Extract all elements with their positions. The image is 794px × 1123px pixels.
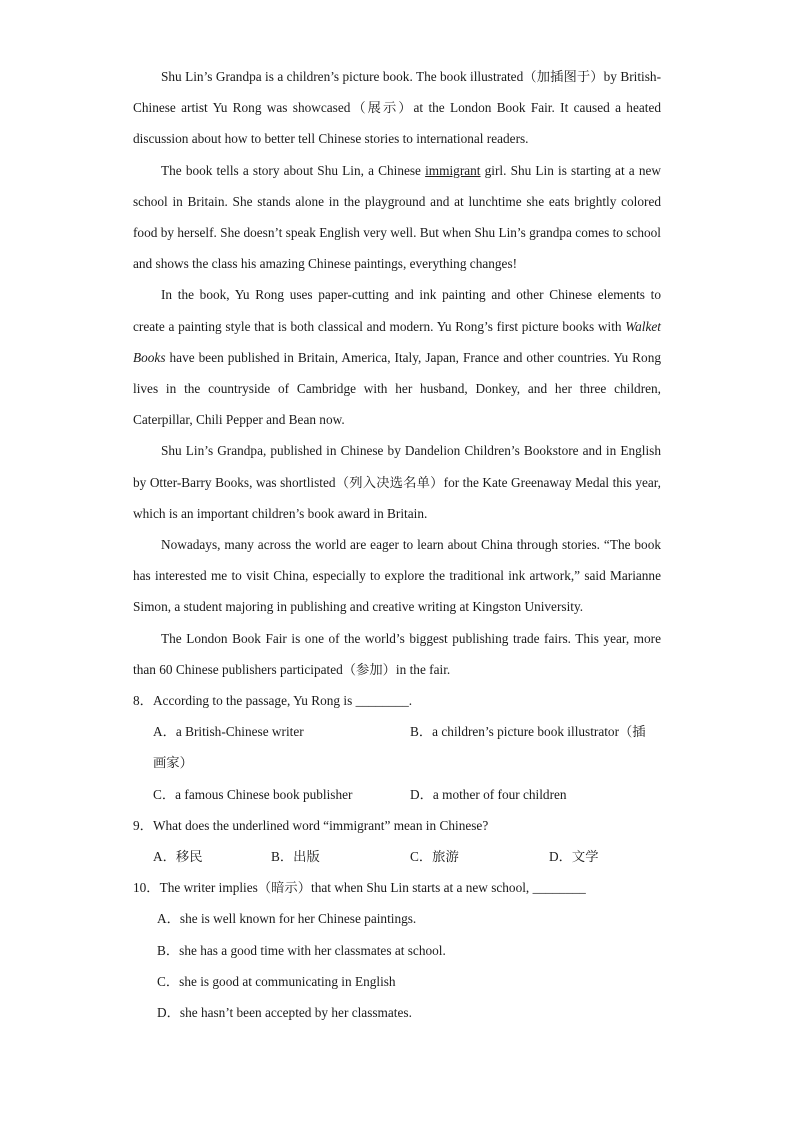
paragraph-text: The book tells a story about Shu Lin, a Chinese (161, 162, 426, 178)
option-c[interactable]: C．旅游 (410, 849, 459, 865)
underlined-word: immigrant (425, 162, 481, 178)
question-stem: 10．The writer implies（暗示）that when Shu Lin starts at a new school, ________ (133, 880, 586, 896)
italic-title: Walket Books (133, 318, 661, 365)
paragraph-text: In the book, Yu Rong uses paper-cutting and ink painting and other Chinese elements to create a painting style that is both classical and modern. Yu Rong’s first picture books with (133, 287, 661, 334)
passage-paragraph-1 (133, 61, 661, 155)
option-row (133, 841, 661, 872)
question-stem: 8．According to the passage, Yu Rong is ________. (133, 693, 413, 709)
option-a[interactable]: A．a British-Chinese writer (153, 724, 304, 740)
option-a[interactable]: A．移民 (153, 849, 203, 865)
option-d[interactable]: D．a mother of four children (410, 786, 567, 802)
option-b[interactable]: B．she has a good time with her classmates at school. (157, 942, 446, 958)
question-10 (133, 872, 661, 1028)
question-9 (133, 810, 661, 872)
option-b[interactable]: B．a children’s picture book illustrator（插 (410, 724, 646, 740)
option-row (133, 716, 661, 747)
passage-paragraph-4 (133, 435, 661, 529)
option-d[interactable]: D．she hasn’t been accepted by her classmates. (157, 1005, 412, 1021)
option-c[interactable]: C．a famous Chinese book publisher (153, 786, 353, 802)
document-page (133, 61, 661, 1028)
paragraph-text: Shu Lin’s Grandpa, published in Chinese by Dandelion Children’s Bookstore and in English by Otter-Barry Books, was shortlisted（列入决选名单）for the Kate Greenaway Medal this year, which is an important children’s book award in Britain. (133, 443, 661, 521)
option-row (133, 779, 661, 810)
passage-paragraph-2 (133, 155, 661, 280)
paragraph-text: Shu Lin’s Grandpa is a children’s picture book. The book illustrated（加插图于）by British-Chinese artist Yu Rong was showcased（展示）at the London Book Fair. It caused a heated discussion about how to better tell Chinese stories to international readers. (133, 69, 661, 147)
paragraph-text: have been published in Britain, America, Italy, Japan, France and other countries. Yu Rong lives in the countryside of Cambridge with her husband, Donkey, and her three children, Caterpillar, Chili Pepper and Bean now. (133, 349, 661, 428)
paragraph-text: Nowadays, many across the world are eager to learn about China through stories. “The book has interested me to visit China, especially to explore the traditional ink artwork,” said Marianne Simon, a student majoring in publishing and creative writing at Kingston University. (133, 537, 661, 615)
paragraph-text: The London Book Fair is one of the world’s biggest publishing trade fairs. This year, more than 60 Chinese publishers participated（参加）in the fair. (133, 630, 661, 677)
passage-paragraph-6 (133, 623, 661, 685)
paragraph-text: girl. Shu Lin is starting at a new school in Britain. She stands alone in the playground and at lunchtime she eats brightly colored food by herself. She doesn’t speak English very well. But when Shu Lin’s grandpa comes to school and shows the class his amazing Chinese paintings, everything changes! (133, 162, 661, 272)
question-8 (133, 685, 661, 810)
passage-paragraph-5 (133, 529, 661, 623)
option-b[interactable]: B．出版 (271, 849, 320, 865)
question-stem: 9．What does the underlined word “immigrant” mean in Chinese? (133, 817, 489, 833)
option-b-continued: 画家） (153, 755, 193, 771)
passage-paragraph-3 (133, 279, 661, 435)
option-c[interactable]: C．she is good at communicating in English (157, 973, 396, 989)
option-a[interactable]: A．she is well known for her Chinese paintings. (157, 911, 417, 927)
option-d[interactable]: D．文学 (549, 849, 599, 865)
